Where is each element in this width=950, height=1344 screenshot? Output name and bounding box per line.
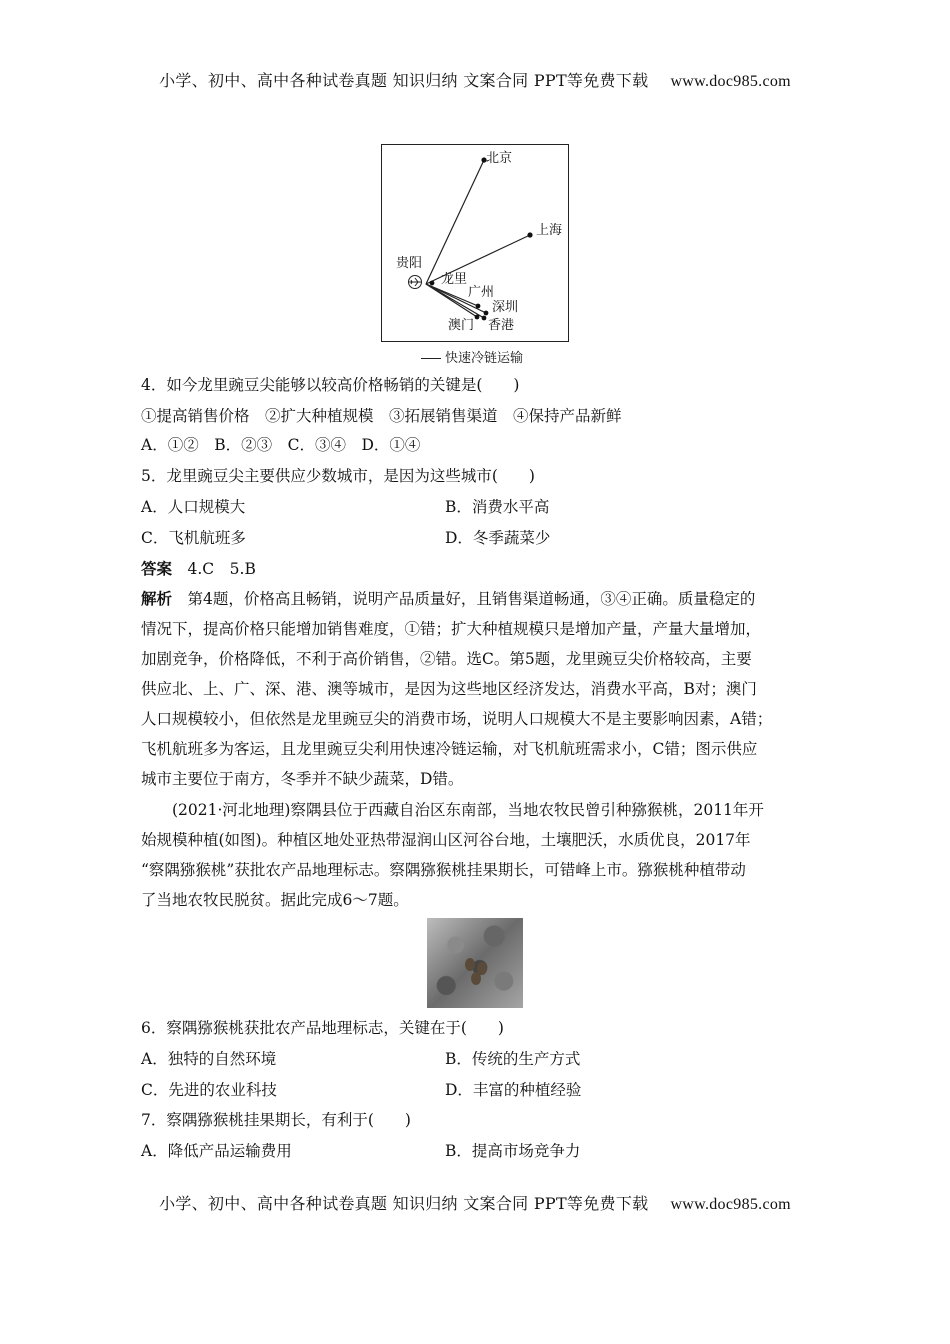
analysis-line-3: 加剧竞争，价格降低，不利于高价销售，②错。选C。第5题，龙里豌豆尖价格较高，主要 <box>141 650 752 668</box>
q7-option-a: A．降低产品运输费用 <box>141 1142 292 1160</box>
q5-option-c: C．飞机航班多 <box>141 529 246 547</box>
label-hongkong: 香港 <box>488 318 515 333</box>
header-text: 小学、初中、高中各种试卷真题 知识归纳 文案合同 PPT等免费下载 <box>159 71 649 90</box>
passage-line-1: (2021·河北地理)察隅县位于西藏自治区东南部，当地农牧民曾引种猕猴桃，2011年开 <box>141 801 764 819</box>
answer-line <box>141 558 256 580</box>
passage-line-4: 了当地农牧民脱贫。据此完成6～7题。 <box>141 891 409 909</box>
q6-option-d: D．丰富的种植经验 <box>445 1081 582 1099</box>
q5-option-d: D．冬季蔬菜少 <box>445 529 551 547</box>
label-beijing: 北京 <box>486 151 513 166</box>
passage-line-3: “察隅猕猴桃”获批农产品地理标志。察隅猕猴桃挂果期长，可错峰上市。猕猴桃种植带动 <box>141 861 746 879</box>
q6-option-a: A．独特的自然环境 <box>141 1050 277 1068</box>
kiwi-fruit-icon <box>471 972 481 985</box>
analysis-line-4: 供应北、上、广、深、港、澳等城市，是因为这些地区经济发达，消费水平高，B对；澳门 <box>141 680 757 698</box>
analysis-line-2: 情况下，提高价格只能增加销售难度，①错；扩大种植规模只是增加产量，产量大量增加， <box>141 620 762 638</box>
legend-text: 快速冷链运输 <box>445 351 524 366</box>
q4-items: ①提高销售价格 ②扩大种植规模 ③拓展销售渠道 ④保持产品新鲜 <box>141 407 622 425</box>
label-guangzhou: 广州 <box>468 285 495 300</box>
footer-text: 小学、初中、高中各种试卷真题 知识归纳 文案合同 PPT等免费下载 <box>159 1194 649 1213</box>
city-dot-longli <box>430 281 435 286</box>
legend-line-icon <box>421 358 441 359</box>
map-routes <box>382 145 570 343</box>
q4-stem: 4．如今龙里豌豆尖能够以较高价格畅销的关键是( ) <box>141 376 520 394</box>
analysis-label: 解析 <box>141 589 173 608</box>
page-footer <box>0 1191 950 1214</box>
q4-options: A．①② B．②③ C．③④ D．①④ <box>141 436 421 454</box>
airport-icon <box>409 276 422 289</box>
cold-chain-map <box>381 144 569 342</box>
city-dot-macau <box>475 315 480 320</box>
q6-option-c: C．先进的农业科技 <box>141 1081 277 1099</box>
q7-stem: 7．察隅猕猴桃挂果期长，有利于( ) <box>141 1111 411 1129</box>
passage-line-2: 始规模种植(如图)。种植区地处亚热带湿润山区河谷台地，土壤肥沃，水质优良，2017年 <box>141 831 751 849</box>
city-dot-hongkong <box>482 316 487 321</box>
page-header <box>0 68 950 91</box>
answer-label: 答案 <box>141 559 173 578</box>
kiwi-orchard-photo <box>427 918 523 1008</box>
label-guiyang: 贵阳 <box>396 256 423 271</box>
analysis-line-6: 飞机航班多为客运，且龙里豌豆尖利用快速冷链运输，对飞机航班需求小，C错；图示供应 <box>141 740 758 758</box>
label-shanghai: 上海 <box>536 223 563 238</box>
kiwi-fruit-icon <box>465 958 475 971</box>
analysis-line-7: 城市主要位于南方，冬季并不缺少蔬菜，D错。 <box>141 770 464 788</box>
q6-option-b: B．传统的生产方式 <box>445 1050 581 1068</box>
header-site-link[interactable]: www.doc985.com <box>670 73 791 90</box>
q7-option-b: B．提高市场竞争力 <box>445 1142 581 1160</box>
label-shenzhen: 深圳 <box>492 300 519 315</box>
analysis-line-5: 人口规模较小，但依然是龙里豌豆尖的消费市场，说明人口规模大不是主要影响因素，A错； <box>141 710 773 728</box>
q5-option-a: A．人口规模大 <box>141 498 246 516</box>
footer-site-link[interactable]: www.doc985.com <box>670 1196 791 1213</box>
city-dot-shanghai <box>527 232 532 237</box>
city-dot-shenzhen <box>484 311 489 316</box>
route-beijing <box>426 160 484 284</box>
label-macau: 澳门 <box>448 318 475 333</box>
city-dot-guangzhou <box>476 304 481 309</box>
label-longli: 龙里 <box>441 272 468 287</box>
analysis-line-1: 解析 第4题，价格高且畅销，说明产品质量好，且销售渠道畅通，③④正确。质量稳定的 <box>141 589 756 608</box>
q5-stem: 5．龙里豌豆尖主要供应少数城市，是因为这些城市( ) <box>141 467 535 485</box>
q5-option-b: B．消费水平高 <box>445 498 550 516</box>
map-legend <box>421 347 523 366</box>
q6-stem: 6．察隅猕猴桃获批农产品地理标志，关键在于( ) <box>141 1019 504 1037</box>
answer-text: 4.C 5.B <box>172 560 256 578</box>
